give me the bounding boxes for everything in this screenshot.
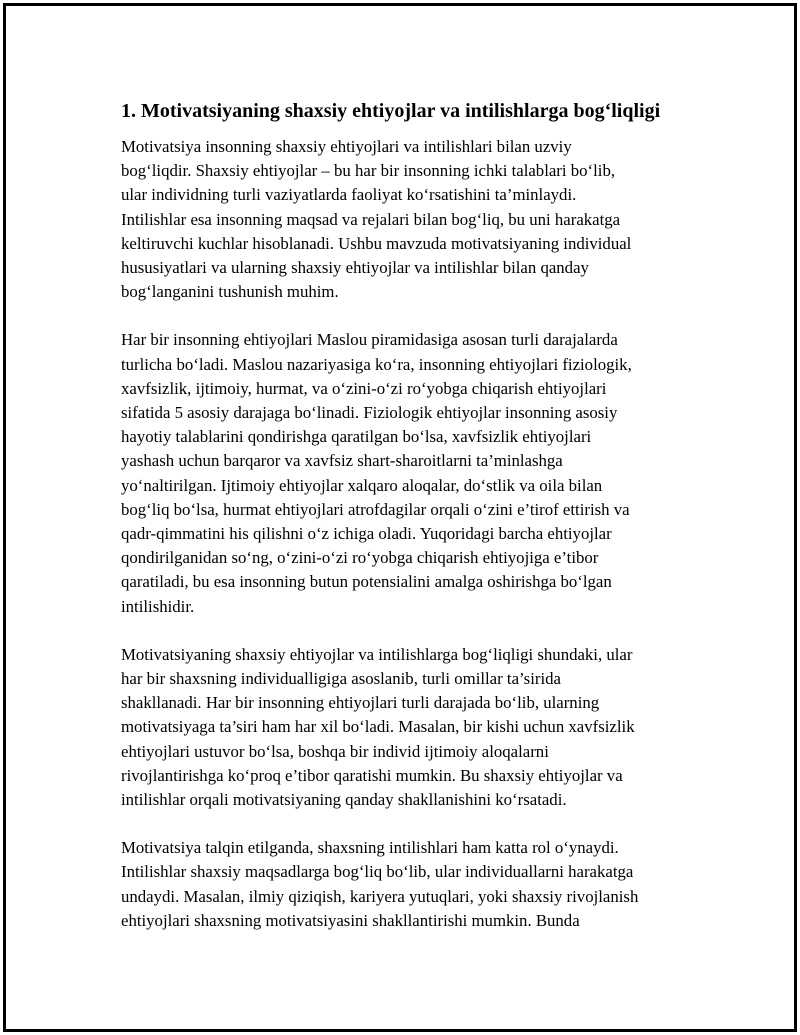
text-line: ehtiyojlari shaxsning motivatsiyasini shakllantirishi mumkin. Bunda [121, 910, 580, 930]
text-line: xavfsizlik, ijtimoiy, hurmat, va o‘zini-o‘zi ro‘yobga chiqarish ehtiyojlari [121, 378, 607, 398]
text-line: Motivatsiyaning shaxsiy ehtiyojlar va intilishlarga bog‘liqligi shundaki, ular [121, 644, 633, 664]
text-line: qaratiladi, bu esa insonning butun potensialini amalga oshirishga bo‘lgan [121, 572, 612, 592]
text-line: ular individning turli vaziyatlarda faoliyat ko‘rsatishini ta’minlaydi. [121, 185, 577, 205]
text-line: shakllanadi. Har bir insonning ehtiyojlari turli darajada bo‘lib, ularning [121, 693, 600, 713]
text-line: Motivatsiya insonning shaxsiy ehtiyojlari va intilishlari bilan uzviy [121, 137, 572, 156]
document-body [121, 98, 691, 957]
text-line: keltiruvchi kuchlar hisoblanadi. Ushbu mavzuda motivatsiyaning individual [121, 233, 632, 253]
text-line: Intilishlar shaxsiy maqsadlarga bog‘liq bo‘lib, ular individuallarni harakatga [121, 862, 634, 882]
paragraph [121, 836, 691, 933]
text-line: bog‘langanini tushunish muhim. [121, 282, 339, 302]
paragraph [121, 643, 691, 812]
text-line: bog‘liq bo‘lsa, hurmat ehtiyojlari atrofdagilar orqali o‘zini e’tirof ettirish va [121, 499, 630, 519]
text-line: turlicha bo‘ladi. Maslou nazariyasiga ko‘ra, insonning ehtiyojlari fiziologik, [121, 354, 632, 374]
text-line: motivatsiyaga ta’siri ham har xil bo‘ladi. Masalan, bir kishi uchun xavfsizlik [121, 717, 635, 737]
text-line: intilishlar orqali motivatsiyaning qanday shakllanishini ko‘rsatadi. [121, 790, 567, 810]
text-line: undaydi. Masalan, ilmiy qiziqish, kariyera yutuqlari, yoki shaxsiy rivojlanish [121, 886, 639, 906]
text-line: rivojlantirishga ko‘proq e’tibor qaratishi mumkin. Bu shaxsiy ehtiyojlar va [121, 765, 623, 785]
text-line: sifatida 5 asosiy darajaga bo‘linadi. Fiziologik ehtiyojlar insonning asosiy [121, 403, 618, 423]
section-heading: 1. Motivatsiyaning shaxsiy ehtiyojlar va intilishlarga bog‘liqligi [121, 100, 661, 122]
text-line: qadr-qimmatini his qilishni o‘z ichiga oladi. Yuqoridagi barcha ehtiyojlar [121, 524, 612, 544]
text-line: har bir shaxsning individualligiga asoslanib, turli omillar ta’sirida [121, 669, 561, 689]
text-line: hususiyatlari va ularning shaxsiy ehtiyojlar va intilishlar bilan qanday [121, 258, 589, 278]
text-line: Motivatsiya talqin etilganda, shaxsning intilishlari ham katta rol o‘ynaydi. [121, 838, 619, 858]
paragraph [121, 135, 691, 304]
text-line: qondirilganidan so‘ng, o‘zini-o‘zi ro‘yobga chiqarish ehtiyojiga e’tibor [121, 548, 599, 568]
text-line: Har bir insonning ehtiyojlari Maslou piramidasiga asosan turli darajalarda [121, 330, 618, 350]
page-frame [3, 3, 797, 1032]
text-line: bog‘liqdir. Shaxsiy ehtiyojlar – bu har bir insonning ichki talablari bo‘lib, [121, 161, 616, 181]
text-line: hayotiy talablarini qondirishga qaratilgan bo‘lsa, xavfsizlik ehtiyojlari [121, 427, 592, 447]
paragraph-container [121, 135, 691, 933]
text-line: ehtiyojlari ustuvor bo‘lsa, boshqa bir individ ijtimoiy aloqalarni [121, 741, 549, 761]
text-line: Intilishlar esa insonning maqsad va rejalari bilan bog‘liq, bu uni harakatga [121, 209, 621, 229]
text-line: intilishidir. [121, 596, 195, 616]
text-line: yashash uchun barqaror va xavfsiz shart-sharoitlarni ta’minlashga [121, 451, 563, 471]
paragraph [121, 328, 691, 618]
text-line: yo‘naltirilgan. Ijtimoiy ehtiyojlar xalqaro aloqalar, do‘stlik va oila bilan [121, 475, 603, 495]
